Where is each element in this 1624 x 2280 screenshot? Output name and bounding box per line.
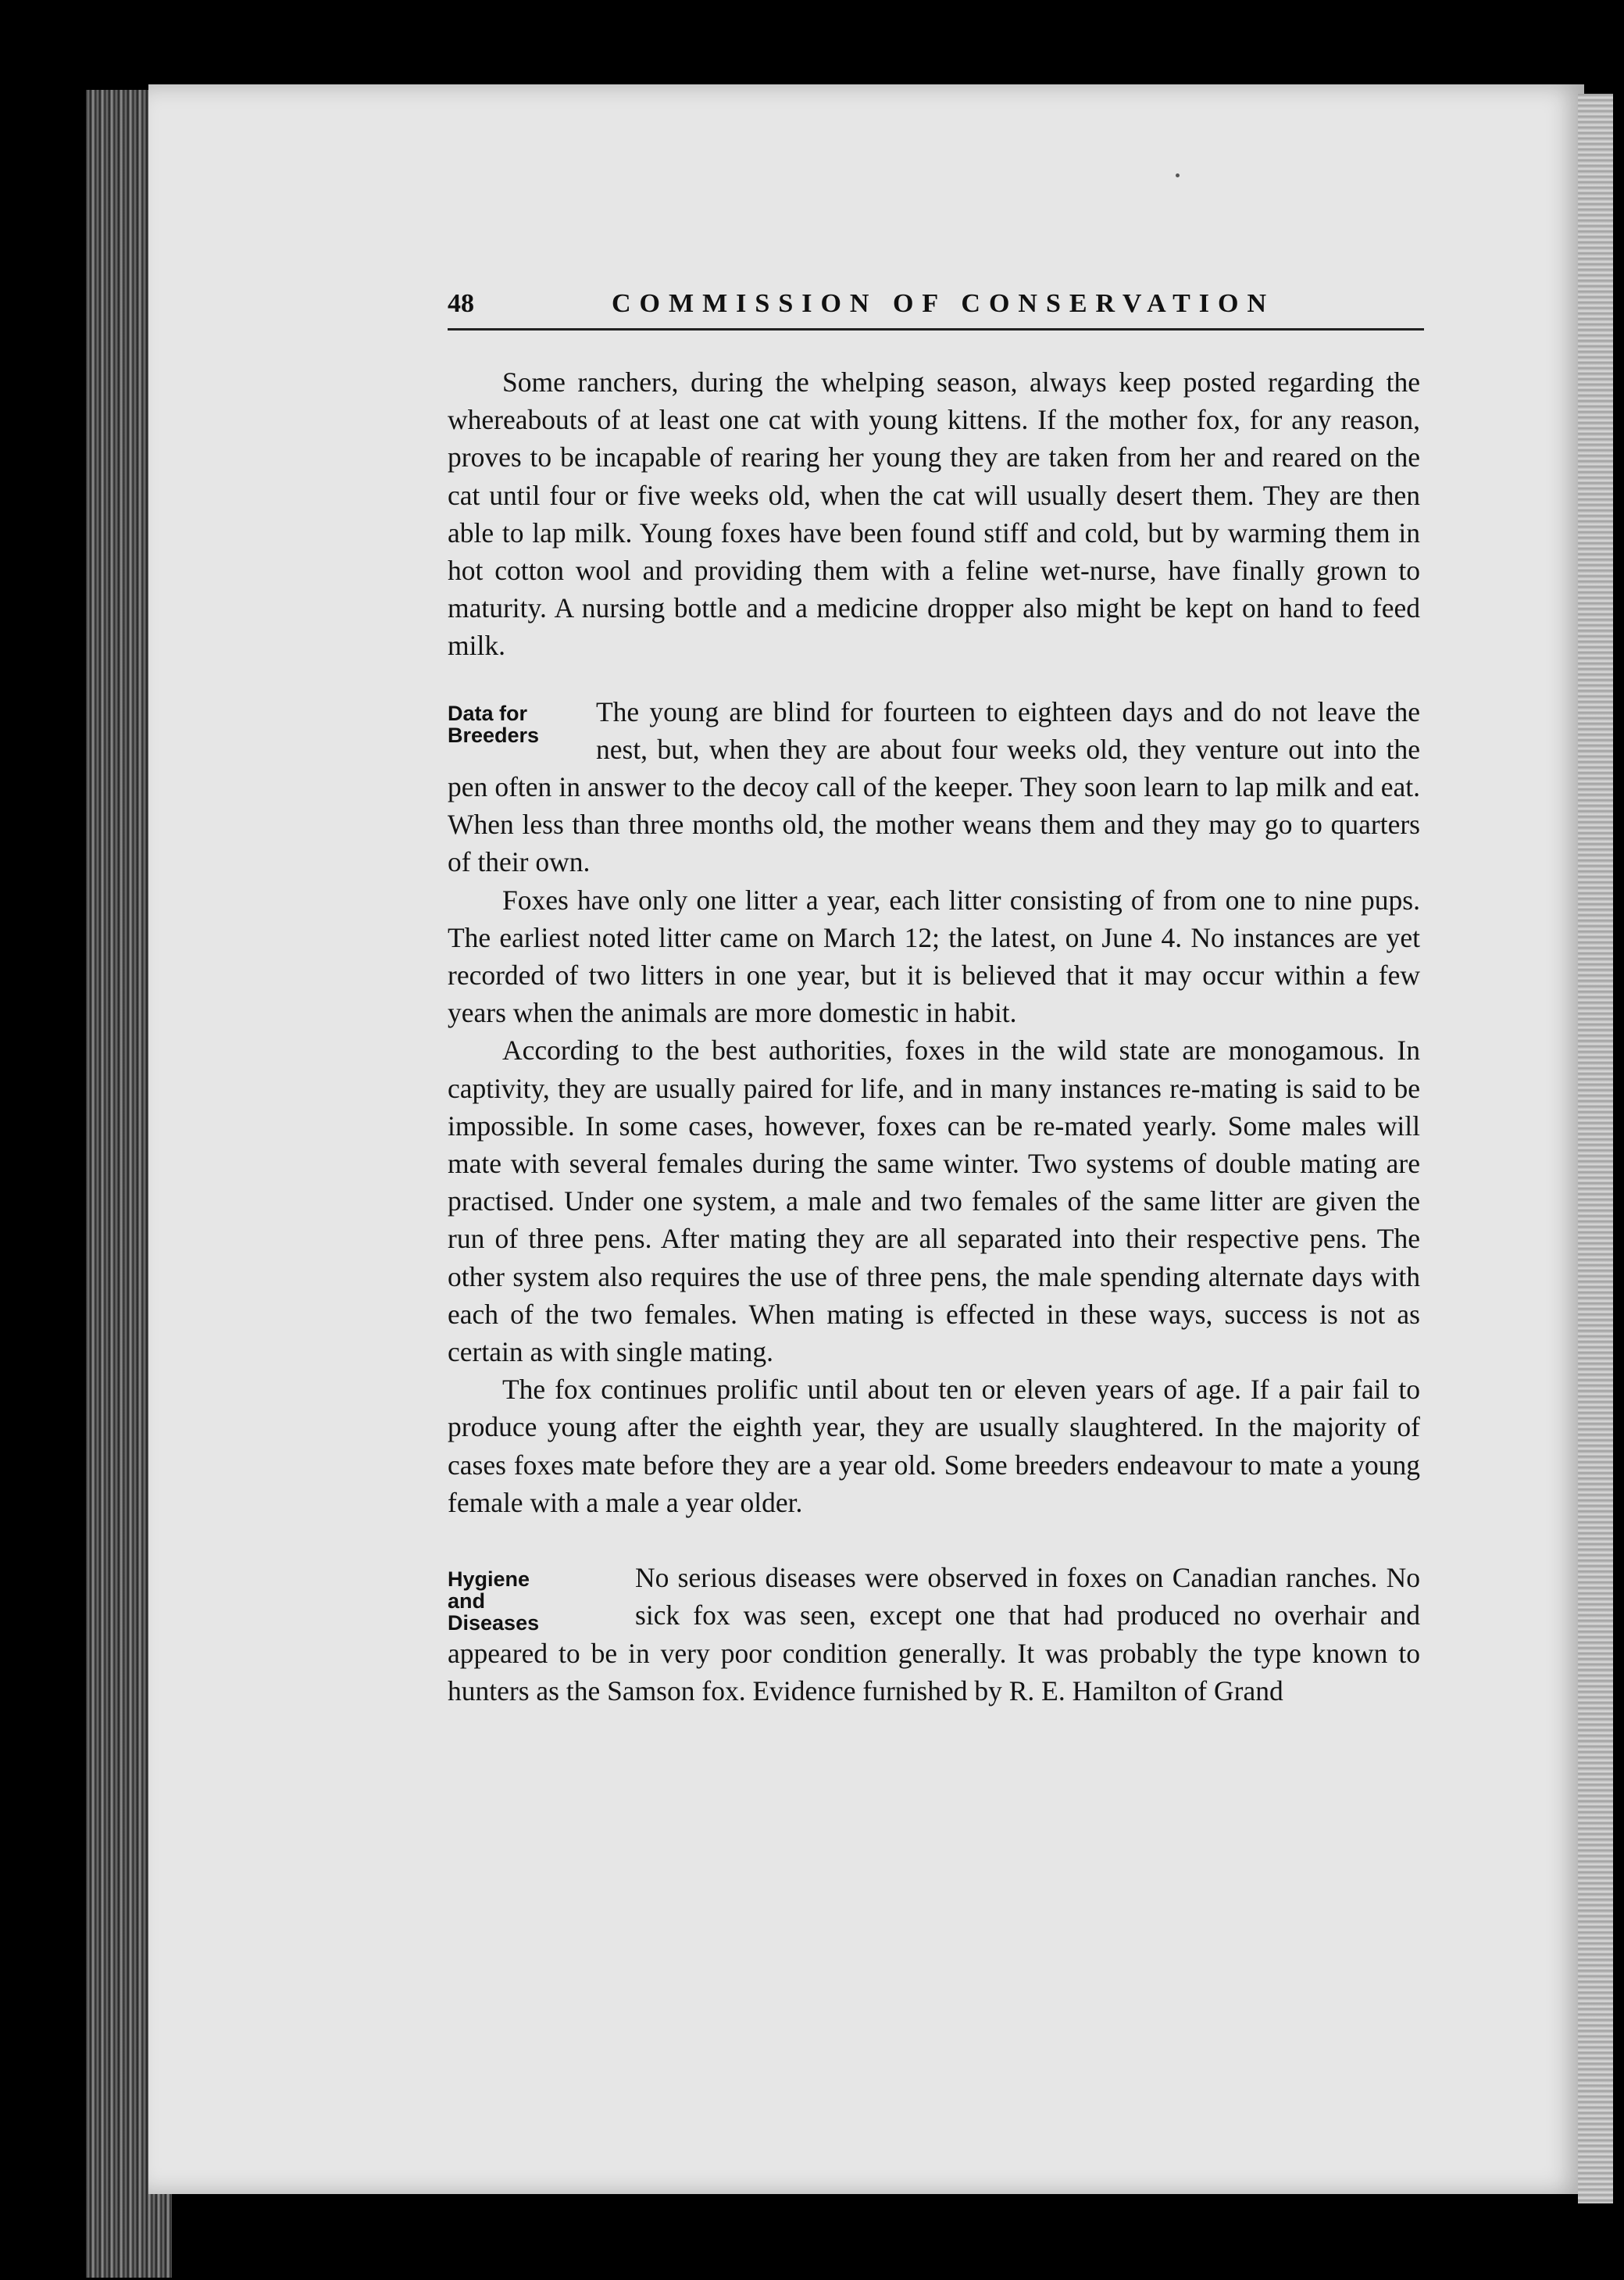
paragraph-kittens: Some ranchers, during the whelping season, always keep posted regarding the whereabouts of at least one cat with young kittens. If the mother fox, for any reason, proves to be incapable of rearing her young they are taken from her and reared on the cat until four or five weeks old, when the cat will usually desert them. They are then able to lap milk. Young foxes have been found stiff and cold, but by warming them in hot cotton wool and providing them with a feline wet-nurse, have finally grown to maturity. A nursing bottle and a medicine dropper also might be kept on hand to feed milk.	[448, 366, 1420, 662]
paragraph-mating: According to the best authorities, foxes in the wild state are monogamous. In captivity, they are usually paired for life, and in many instances re-mating is said to be impossible. In some cases, however, foxes can be re-mated yearly. Some males will mate with several females during the same winter. Two systems of double mating are practised. Under one system, a male and two females of the same litter are given the run of three pens. After mating they are all separated into their respective pens. The other system also requires the use of three pens, the male spending alternate days with each of the two females. When mating is effected in these ways, success is not as certain as with single mating.	[448, 1035, 1420, 1368]
sidenote-hygiene-and-diseases	[448, 1559, 635, 1634]
sidenote-line: and	[448, 1589, 486, 1614]
sidenote-data-for-breeders	[448, 693, 596, 746]
running-title: COMMISSION OF CONSERVATION	[612, 289, 1276, 318]
body-text	[448, 363, 1420, 1710]
speck	[1176, 173, 1180, 177]
paragraph-litters: Foxes have only one litter a year, each litter consisting of from one to nine pups. The earliest noted litter came on March 12; the latest, on June 4. No instances are yet recorded of two litters in one year, but it is believed that it may occur within a few years when the animals are more domestic in habit.	[448, 884, 1420, 1029]
sidenote-line: Breeders	[448, 723, 540, 747]
sidenote-line: Data for	[448, 701, 528, 725]
paragraph-text: The young are blind for fourteen to eighteen days and do not leave the nest, but, when they are about four weeks old, they venture out into the pen often in answer to the decoy call of the keeper. They soon learn to lap milk and eat. When less than three months old, the mother weans them and they may go to quarters of their own.	[448, 695, 1420, 878]
page-number: 48	[448, 289, 474, 318]
paragraph-blind-young	[448, 693, 1420, 881]
paragraph-prolific: The fox continues prolific until about ten or eleven years of age. If a pair fail to produce young after the eighth year, they are usually slaughtered. In the majority of cases foxes mate before they are a year old. Some breeders endeavour to mate a young female with a male a year older.	[448, 1374, 1420, 1518]
paragraph-text: No serious diseases were observed in foxes on Canadian ranches. No sick fox was seen, except one that had produced no overhair and appeared to be in very poor condition generally. It was probably the type known to hunters as the Samson fox. Evidence furnished by R. E. Hamilton of Grand	[448, 1562, 1420, 1706]
paragraph-diseases	[448, 1559, 1420, 1710]
sidenote-line: Hygiene	[448, 1567, 530, 1592]
running-header	[448, 289, 1424, 331]
sidenote-line: Diseases	[448, 1611, 540, 1635]
page-edge	[1578, 94, 1613, 2203]
